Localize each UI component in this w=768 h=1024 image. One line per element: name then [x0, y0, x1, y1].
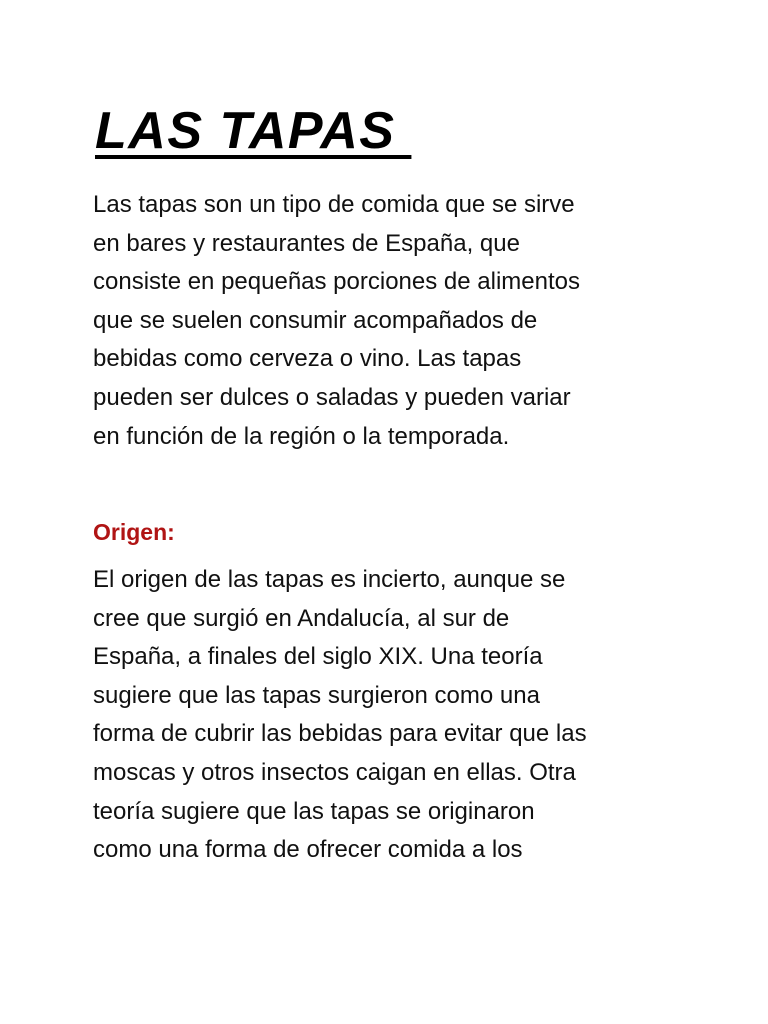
intro-line: pueden ser dulces o saladas y pueden variar [93, 383, 571, 411]
origin-line: sugiere que las tapas surgieron como una [93, 681, 540, 709]
intro-line: Las tapas son un tipo de comida que se sirve [93, 191, 575, 218]
intro-line: en función de la región o la temporada. [93, 422, 510, 450]
origin-paragraph [93, 561, 693, 870]
origin-line: como una forma de ofrecer comida a los [93, 836, 523, 864]
section-heading-origen: Origen: [93, 519, 175, 545]
origin-line: teoría sugiere que las tapas se originaron [93, 797, 535, 825]
intro-paragraph [93, 186, 693, 456]
intro-line: que se suelen consumir acompañados de [93, 306, 538, 334]
origin-line: moscas y otros insectos caigan en ellas. Otra [93, 758, 576, 786]
origin-line: cree que surgió en Andalucía, al sur de [93, 604, 510, 632]
origin-line: El origen de las tapas es incierto, aunque se [93, 566, 566, 593]
intro-line: bebidas como cerveza o vino. Las tapas [93, 345, 522, 373]
origin-line: España, a finales del siglo XIX. Una teoría [93, 643, 543, 671]
intro-line: consiste en pequeñas porciones de alimentos [93, 268, 580, 296]
document-title: LAS TAPAS [95, 102, 412, 160]
intro-line: en bares y restaurantes de España, que [93, 229, 520, 257]
origin-line: forma de cubrir las bebidas para evitar que las [93, 720, 587, 748]
